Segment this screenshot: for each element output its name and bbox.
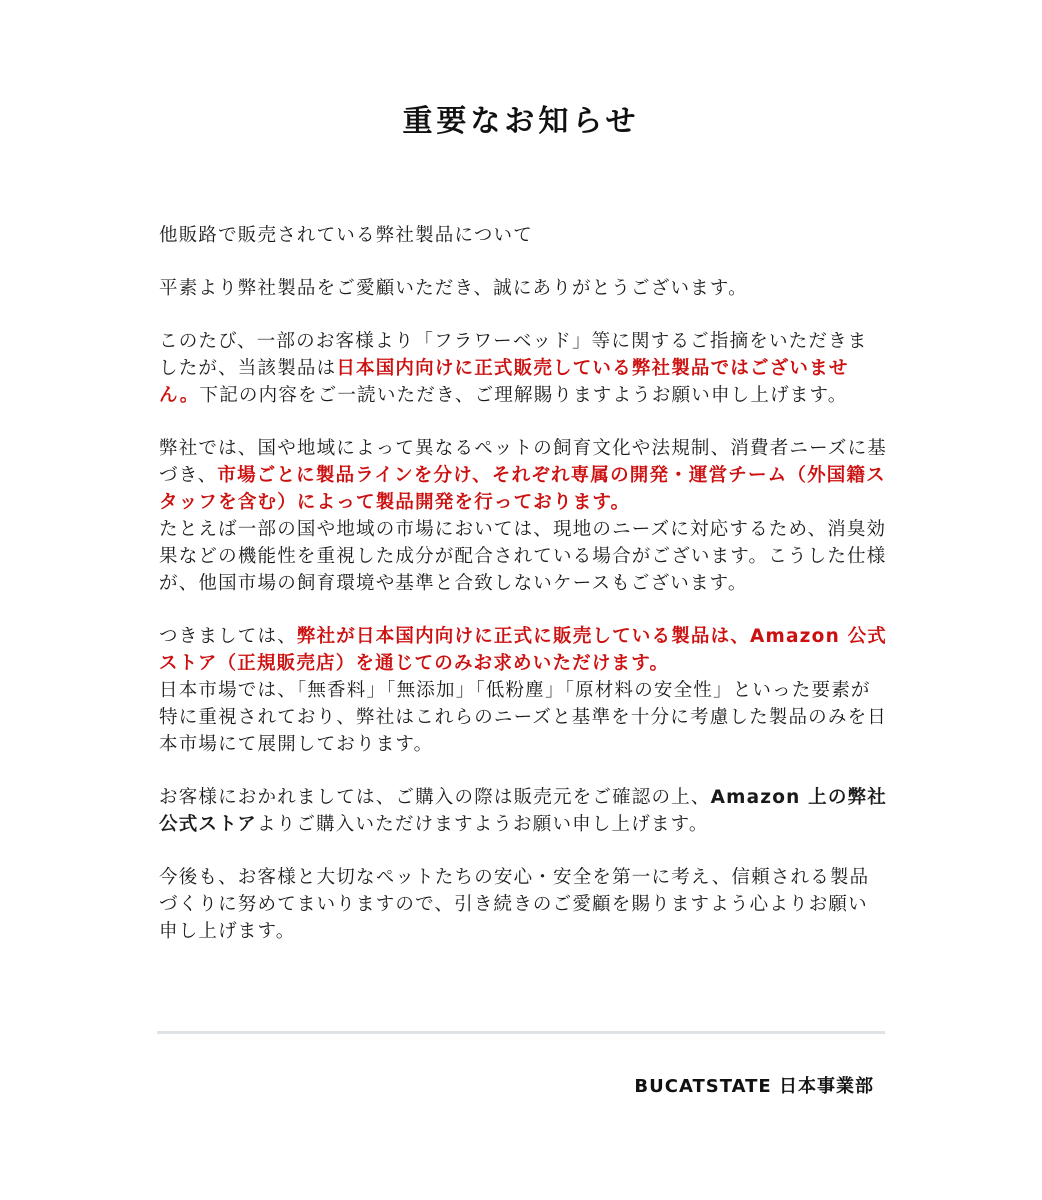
purchase-request-text: お客様におかれましては、ご購入の際は販売元をご確認の上、 (159, 787, 711, 808)
divider (157, 1031, 885, 1034)
notice-body (159, 222, 887, 971)
market-example-text: たとえば一部の国や地域の市場においては、現地のニーズに対応するため、消臭効果などの機能性を重視した成分が配合されている場合がございます。こうした仕様が、他国市場の飼育環境や基準と合致しないケースもございます。 (159, 519, 887, 594)
amazon-store-emphasis: Amazon 上の弊社公式ストア (159, 787, 887, 835)
closing-paragraph: 今後も、お客様と大切なペットたちの安心・安全を第一に考え、信頼される製品づくりに努めてまいりますので、引き続きのご愛顧を賜りますよう心よりお願い申し上げます。 (159, 867, 870, 942)
product-line-highlight: 市場ごとに製品ラインを分け、それぞれ専属の開発・運営チーム（外国籍スタッフを含む）によって製品開発を行っております。 (159, 465, 886, 513)
signature: BUCATSTATE 日本事業部 (634, 1076, 874, 1097)
not-official-product-highlight: 日本国内向けに正式販売している弊社製品ではございません。 (159, 358, 849, 406)
intro-paragraph (159, 328, 887, 409)
official-store-highlight: 弊社が日本国内向けに正式に販売している製品は、Amazon 公式ストア（正規販売店）を通じてのみお求めいただけます。 (159, 626, 887, 674)
market-policy-text: 弊社では、国や地域によって異なるペットの飼育文化や法規制、消費者ニーズに基づき、 (159, 438, 887, 486)
market-policy-paragraph (159, 435, 887, 597)
japan-market-text: 日本市場では、「無香料」「無添加」「低粉塵」「原材料の安全性」といった要素が特に重視されており、弊社はこれらのニーズと基準を十分に考慮した製品のみを日本市場にて展開しております。 (159, 680, 887, 755)
official-store-paragraph (159, 623, 887, 758)
official-store-intro: つきましては、 (159, 626, 297, 647)
greeting-paragraph: 平素より弊社製品をご愛顧いただき、誠にありがとうございます。 (159, 278, 748, 299)
intro-request-text: 下記の内容をご一読いただき、ご理解賜りますようお願い申し上げます。 (199, 385, 848, 406)
intro-text: このたび、一部のお客様より「フラワーベッド」等に関するご指摘をいただきましたが、当該製品は (159, 331, 868, 379)
purchase-request-paragraph (159, 784, 887, 838)
purchase-request-end: よりご購入いただけますようお願い申し上げます。 (256, 814, 709, 835)
notice-subject: 他販路で販売されている弊社製品について (159, 225, 533, 246)
page-title: 重要なお知らせ (402, 104, 640, 139)
